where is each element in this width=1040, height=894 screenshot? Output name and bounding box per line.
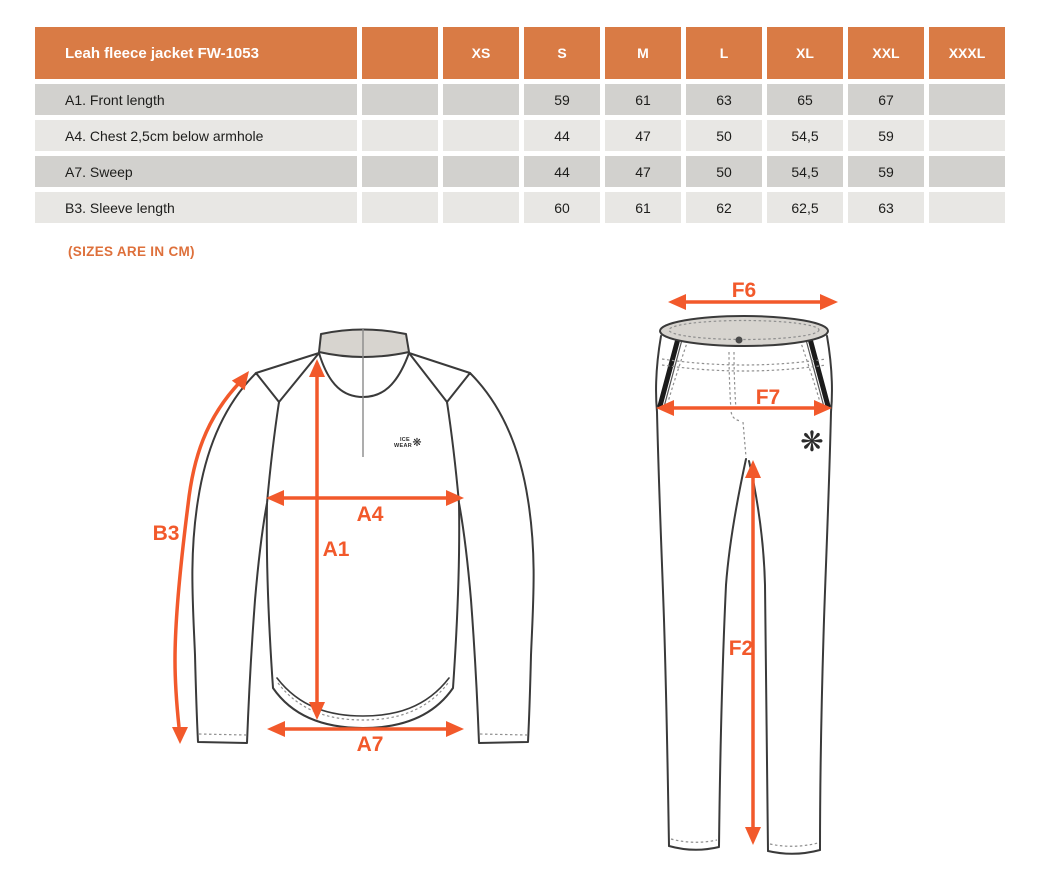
table-row-sleeve-length xyxy=(35,192,1005,223)
size-col-xxxl: XXXL xyxy=(929,27,1005,79)
waistband-stitching-top xyxy=(662,359,826,365)
size-col-xs: XS xyxy=(443,27,519,79)
size-value xyxy=(362,156,438,187)
size-value xyxy=(362,120,438,151)
size-value xyxy=(443,156,519,187)
sizes-note: (SIZES ARE IN CM) xyxy=(68,244,195,259)
table-row-chest xyxy=(35,120,1005,151)
f6-waist-arrow xyxy=(668,279,838,310)
waistband-stitching-bottom xyxy=(662,365,826,371)
size-value: 59 xyxy=(848,156,924,187)
row-label: A4. Chest 2,5cm below armhole xyxy=(35,120,357,151)
size-value: 62 xyxy=(686,192,762,223)
pants-right-outer-seam xyxy=(820,336,832,850)
size-value: 59 xyxy=(524,84,600,115)
product-title: Leah fleece jacket FW-1053 xyxy=(35,27,357,79)
pants-diagram xyxy=(656,279,838,854)
size-col-xl: XL xyxy=(767,27,843,79)
left-leg-hem-stitching xyxy=(671,839,717,842)
size-value xyxy=(362,84,438,115)
right-leg-hem xyxy=(768,850,820,854)
snowflake-icon: ❋ xyxy=(800,425,824,458)
size-value: 61 xyxy=(605,192,681,223)
size-value: 65 xyxy=(767,84,843,115)
size-col-l: L xyxy=(686,27,762,79)
fly-stitching xyxy=(729,352,741,421)
size-value: 60 xyxy=(524,192,600,223)
jacket-left-sleeve xyxy=(192,373,279,743)
size-value xyxy=(443,84,519,115)
b3-label: B3 xyxy=(152,522,180,545)
row-label: A1. Front length xyxy=(35,84,357,115)
size-value xyxy=(362,192,438,223)
waist-button xyxy=(736,337,743,344)
size-value: 44 xyxy=(524,120,600,151)
center-front-seam xyxy=(743,422,746,457)
right-leg-hem-stitching xyxy=(770,843,818,846)
row-label: A7. Sweep xyxy=(35,156,357,187)
size-value xyxy=(929,84,1005,115)
f6-label: F6 xyxy=(731,279,757,302)
size-value: 54,5 xyxy=(767,120,843,151)
size-value xyxy=(443,192,519,223)
table-row-front-length xyxy=(35,84,1005,115)
size-value xyxy=(443,120,519,151)
a7-label: A7 xyxy=(356,733,384,756)
size-value: 59 xyxy=(848,120,924,151)
a4-label: A4 xyxy=(356,503,384,526)
size-value: 67 xyxy=(848,84,924,115)
jacket-diagram xyxy=(153,329,534,756)
size-col-m: M xyxy=(605,27,681,79)
f2-label: F2 xyxy=(728,637,754,660)
size-value: 47 xyxy=(605,156,681,187)
size-value: 54,5 xyxy=(767,156,843,187)
f7-label: F7 xyxy=(755,386,781,409)
size-col-blank xyxy=(362,27,438,79)
table-row-sweep xyxy=(35,156,1005,187)
a1-label: A1 xyxy=(322,538,350,561)
size-value: 63 xyxy=(686,84,762,115)
size-value: 50 xyxy=(686,156,762,187)
collar-inner xyxy=(319,330,409,358)
row-label: B3. Sleeve length xyxy=(35,192,357,223)
size-table xyxy=(30,22,1010,228)
jacket-right-sleeve xyxy=(447,373,534,743)
measurement-diagrams xyxy=(0,270,1040,894)
size-value: 61 xyxy=(605,84,681,115)
size-col-xxl: XXL xyxy=(848,27,924,79)
size-value: 47 xyxy=(605,120,681,151)
size-value: 62,5 xyxy=(767,192,843,223)
right-pocket-opening xyxy=(809,335,828,406)
left-leg-hem xyxy=(669,846,719,850)
size-value: 50 xyxy=(686,120,762,151)
logo-snowflake-icon: ❋ xyxy=(412,436,422,449)
size-col-s: S xyxy=(524,27,600,79)
size-value: 44 xyxy=(524,156,600,187)
f7-hip-arrow xyxy=(656,386,832,416)
logo-text-wear: WEAR xyxy=(393,443,413,449)
logo-text-ice: ICE xyxy=(399,437,411,443)
table-header-row xyxy=(35,27,1005,79)
left-pocket-opening xyxy=(660,335,679,406)
size-value xyxy=(929,192,1005,223)
size-value xyxy=(929,120,1005,151)
size-value: 63 xyxy=(848,192,924,223)
size-value xyxy=(929,156,1005,187)
fly-stitching-2 xyxy=(734,352,736,410)
